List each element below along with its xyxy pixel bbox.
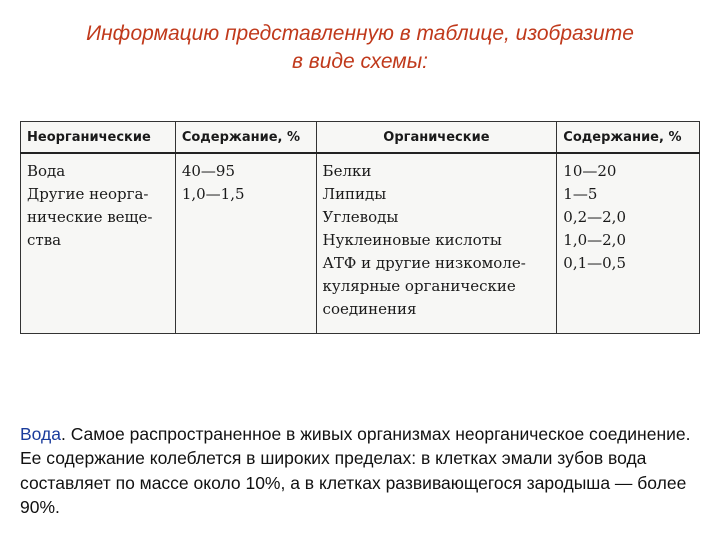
water-text: . Самое распространенное в живых организмах неорганическое соединение. Ее содержание колеблется в широких пределах: в клетках эмали зубов вода составляет по массе около 10%, а в клетках развивающегося зародыша — более 90%. xyxy=(20,423,691,517)
list-item: кулярные органические xyxy=(322,277,516,295)
title-line-1: Информацию представленную в таблице, изобразите xyxy=(86,22,634,45)
header-inorganic: Неорганические xyxy=(21,122,176,154)
list-item: Углеводы xyxy=(322,208,399,226)
list-item: Липиды xyxy=(322,185,387,203)
list-item: 40—95 xyxy=(181,162,236,180)
slide-title xyxy=(30,20,690,76)
organic-content-cell xyxy=(557,153,700,334)
water-term: Вода xyxy=(20,423,61,444)
inorganic-cell xyxy=(21,153,176,334)
list-item: соединения xyxy=(322,300,417,318)
header-content-1: Содержание, % xyxy=(175,122,316,154)
header-content-2: Содержание, % xyxy=(557,122,700,154)
list-item: 10—20 xyxy=(563,162,617,180)
list-item: Белки xyxy=(322,162,372,180)
header-organic: Органические xyxy=(316,122,557,154)
composition-table xyxy=(20,121,700,334)
composition-table-image xyxy=(20,121,700,334)
water-description xyxy=(20,422,710,520)
table-row xyxy=(21,153,700,334)
inorganic-content-cell xyxy=(175,153,316,334)
list-item: 0,1—0,5 xyxy=(563,254,626,272)
list-item: АТФ и другие низкомоле- xyxy=(322,254,526,272)
table-header-row xyxy=(21,122,700,154)
title-line-2: в виде схемы: xyxy=(292,50,428,73)
list-item: 1,0—1,5 xyxy=(181,185,245,203)
list-item: Другие неорга- xyxy=(27,185,149,203)
organic-cell xyxy=(316,153,557,334)
list-item: Вода xyxy=(27,162,66,180)
list-item: ства xyxy=(27,231,62,249)
list-item: 1—5 xyxy=(563,185,598,203)
list-item: нические веще- xyxy=(27,208,153,226)
list-item: 0,2—2,0 xyxy=(563,208,626,226)
list-item: 1,0—2,0 xyxy=(563,231,626,249)
list-item: Нуклеиновые кислоты xyxy=(322,231,502,249)
